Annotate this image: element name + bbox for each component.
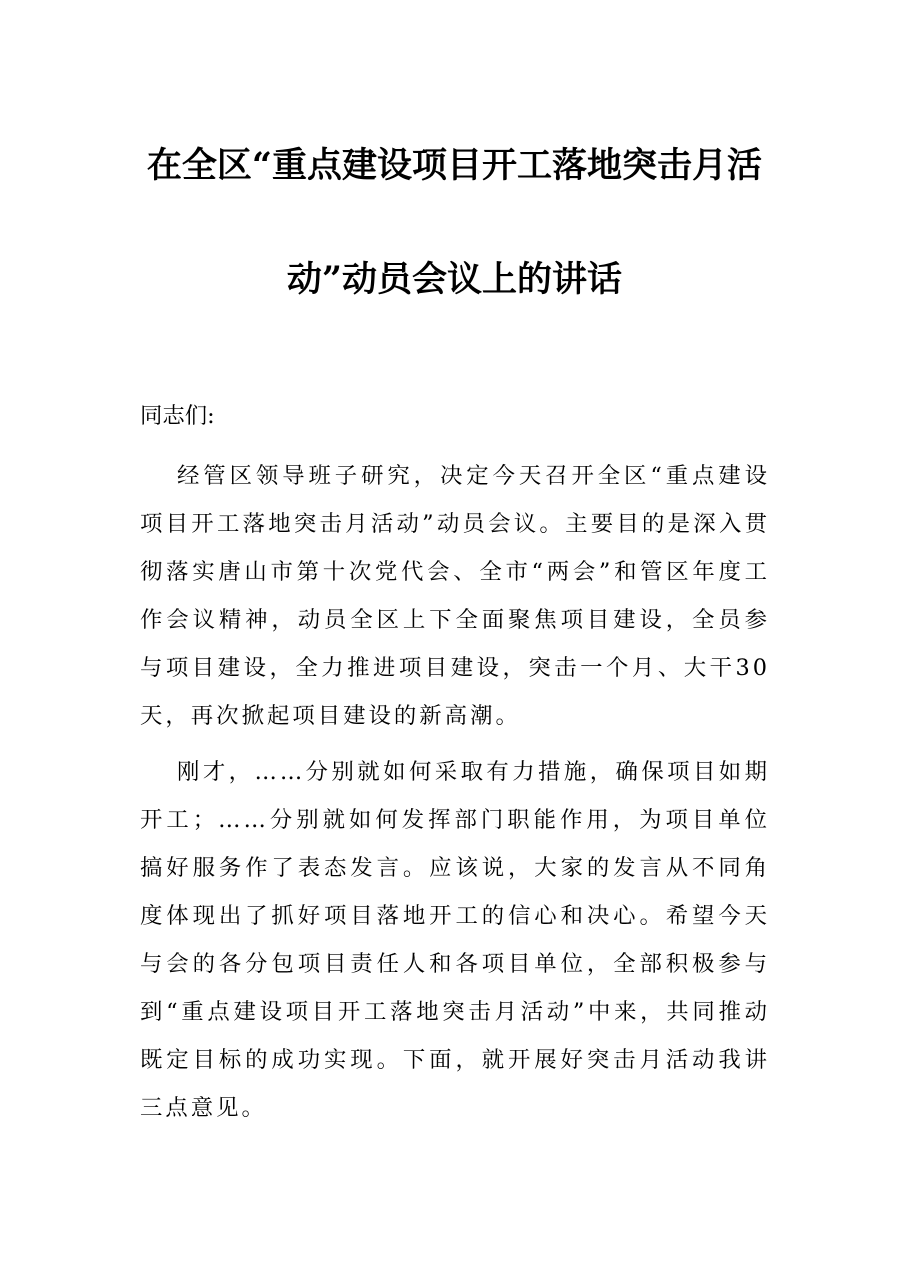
document-title-line-2: 动”动员会议上的讲话 xyxy=(286,259,623,300)
document-title-line-1: 在全区“重点建设项目开工落地突击月活 xyxy=(146,145,763,186)
body-paragraph-2: 刚才，……分别就如何采取有力措施，确保项目如期开工；……分别就如何发挥部门职能作用，为项目单位搞好服务作了表态发言。应该说，大家的发言从不同角度体现出了抓好项目落地开工的信心和决心。希望今天与会的各分包项目责任人和各项目单位，全部积极参与到“重点建设项目开工落地突击月活动”中来，共同推动既定目标的成功实现。下面，就开展好突击月活动我讲三点意见。 xyxy=(140,759,770,1121)
salutation: 同志们: xyxy=(140,403,215,429)
body-paragraph-1: 经管区领导班子研究，决定今天召开全区“重点建设项目开工落地突击月活动”动员会议。主要目的是深入贯彻落实唐山市第十次党代会、全市“两会”和管区年度工作会议精神，动员全区上下全面聚焦项目建设，全员参与项目建设，全力推进项目建设，突击一个月、大干30天，再次掀起项目建设的新高潮。 xyxy=(140,463,770,729)
